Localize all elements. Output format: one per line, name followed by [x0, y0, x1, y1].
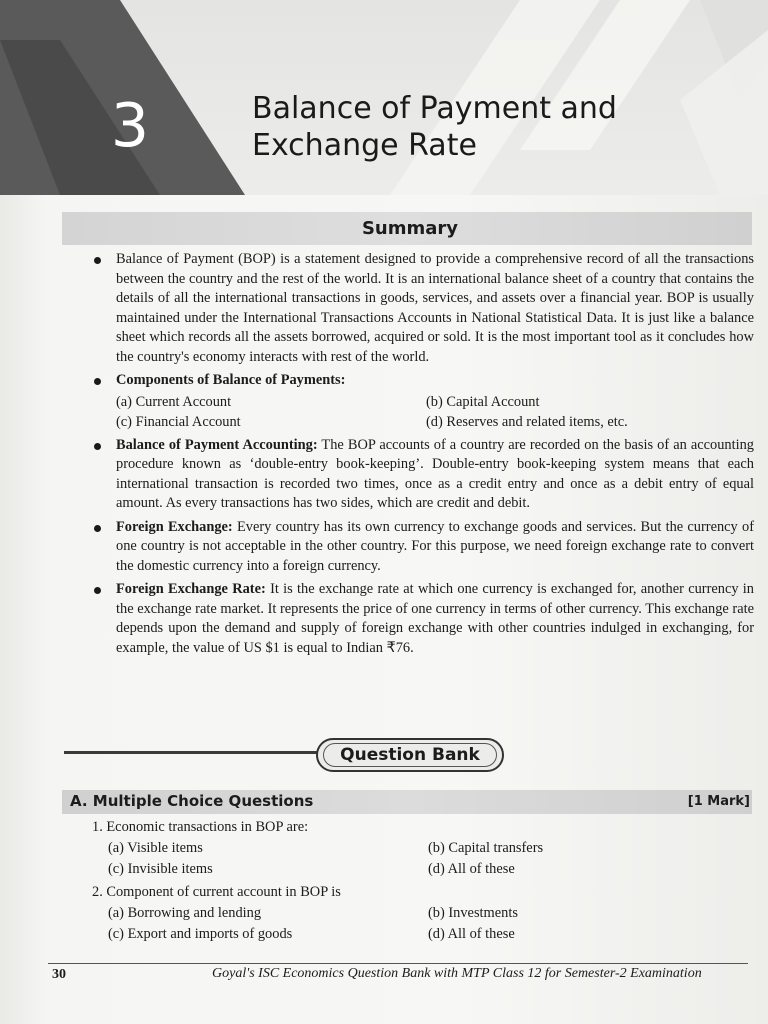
chapter-title-line-1: Balance of Payment and	[252, 91, 617, 126]
accounting-text: The BOP accounts of a country are recorded on the basis of an accounting procedure known as ‘double-entry book-keeping’. Double-entry book-keeping system means that each international transaction is recorded two times, once as a credit entry and once as a debit entry of equal amount. As every transactions has two sides, which are credit and debit.	[116, 436, 754, 511]
question-1	[92, 817, 732, 880]
component-d: (d) Reserves and related items, etc.	[426, 413, 628, 430]
chapter-header	[0, 0, 768, 195]
option-a: (a) Borrowing and lending	[108, 905, 262, 921]
component-a: (a) Current Account	[116, 393, 232, 410]
components-label: Components of Balance of Payments:	[116, 372, 346, 388]
question-bank-rule	[64, 751, 322, 754]
summary-heading: Summary	[361, 218, 459, 239]
chapter-number: 3	[110, 91, 150, 161]
page-number: 30	[52, 967, 66, 982]
fxrate-text: It is the exchange rate at which one currency is exchanged for, another currency in the exchange rate market. It represents the price of one currency in terms of other currency. This exchange rate depends upon the demand and supply of foreign exchange with other countries indulged in exchanging, for example, the value of US $1 is equal to Indian ₹76.	[116, 581, 755, 656]
question-options	[92, 903, 732, 945]
footer-rule	[48, 963, 748, 964]
option-b: (b) Investments	[428, 905, 518, 921]
question-bank-heading: Question Bank	[340, 745, 480, 765]
accounting-label: Balance of Payment Accounting:	[116, 436, 318, 453]
summary-bullet-exchange-rate	[92, 580, 754, 658]
components-list	[116, 392, 754, 432]
footer-book-title: Goyal's ISC Economics Question Bank with MTP Class 12 for Semester-2 Examination	[212, 966, 702, 981]
summary-bullet-components	[92, 371, 754, 432]
option-c: (c) Invisible items	[108, 861, 213, 877]
bullet-icon	[94, 587, 101, 594]
option-d: (d) All of these	[428, 861, 515, 877]
question-stem: 1. Economic transactions in BOP are:	[92, 819, 309, 835]
bullet-icon	[94, 443, 101, 450]
option-b: (b) Capital transfers	[428, 840, 544, 856]
fx-text: Every country has its own currency to exchange goods and services. But the currency of one country is not acceptable in the other country. For this purpose, we need foreign exchange rate to convert the domestic currency into a foreign currency.	[116, 518, 754, 574]
chapter-title	[252, 90, 672, 164]
question-stem: 2. Component of current account in BOP is	[92, 884, 341, 900]
option-a: (a) Visible items	[108, 840, 203, 856]
bullet-icon	[94, 378, 101, 385]
question-2	[92, 882, 732, 945]
option-d: (d) All of these	[428, 926, 515, 942]
component-c: (c) Financial Account	[116, 413, 241, 430]
summary-bullet-foreign-exchange	[92, 518, 754, 577]
section-a-marks: [1 Mark]	[687, 794, 750, 809]
bullet-icon	[94, 525, 101, 532]
summary-content	[92, 250, 754, 662]
option-c: (c) Export and imports of goods	[108, 926, 293, 942]
question-options	[92, 838, 732, 880]
fxrate-label: Foreign Exchange Rate:	[116, 581, 266, 597]
section-a-title: A. Multiple Choice Questions	[70, 792, 314, 810]
component-b: (b) Capital Account	[426, 393, 540, 410]
summary-bullet-bop	[92, 250, 754, 367]
bop-text: Balance of Payment (BOP) is a statement designed to provide a comprehensive record of all the transactions between the country and the rest of the world. It is an international balance sheet of a country that contains the details of all the international transactions in goods, services, and assets over a financial year. BOP is usually maintained under the International Transactions Accounts in National Statistical Data. It is just like a balance sheet which records all the assets borrowed, acquired or sold. It is the most important tool as it concludes how the country's economy interacts with rest of the world.	[116, 251, 754, 365]
question-list	[92, 817, 732, 947]
chapter-title-line-2: Exchange Rate	[252, 128, 477, 163]
fx-label: Foreign Exchange:	[116, 518, 233, 535]
summary-bullet-accounting	[92, 436, 754, 514]
bullet-icon	[94, 257, 101, 264]
